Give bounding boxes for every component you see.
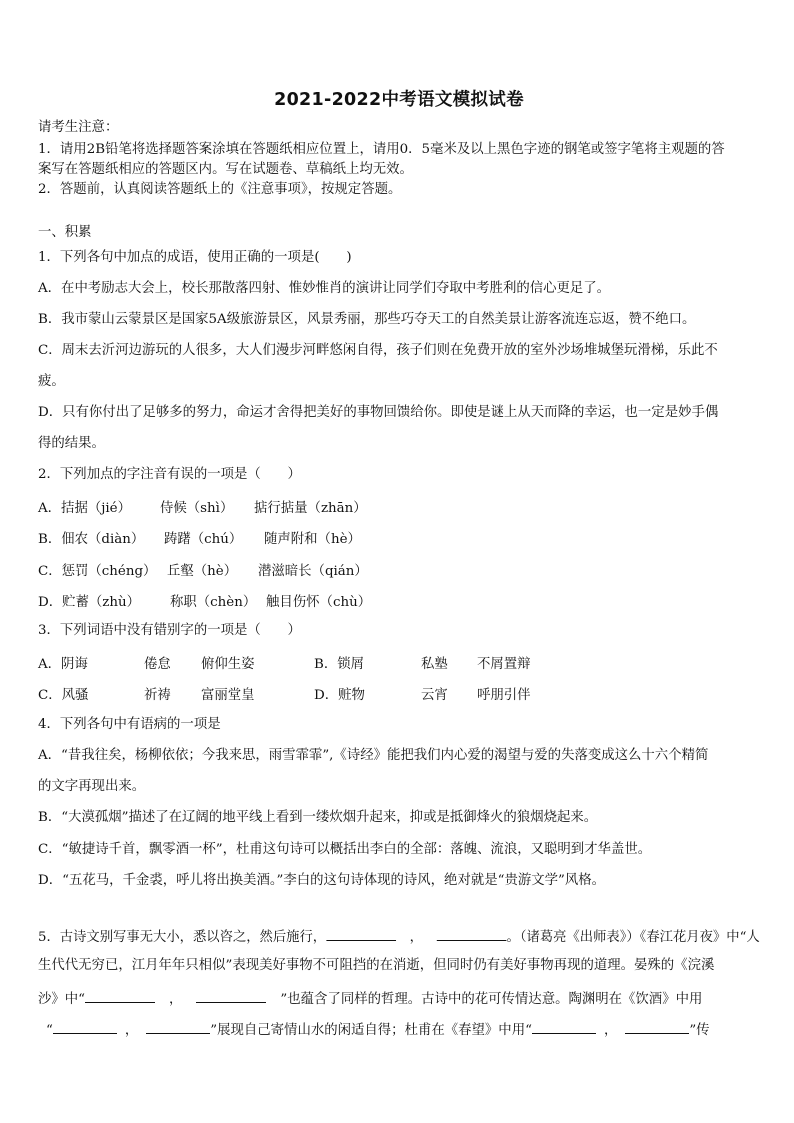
q1-option-a: A．在中考励志大会上，校长那散落四射、惟妙惟肖的演讲让同学们夺取中考胜利的信心更足了。 — [38, 281, 611, 296]
q1-option-c: C．周末去沂河边游玩的人很多，大人们漫步河畔悠闲自得，孩子们则在免费开放的室外沙场堆城堡玩滑梯，乐此不 — [38, 343, 718, 358]
q2-c-item-3: 潜滋暗长（qián） — [258, 564, 368, 579]
q2-d-item-3: 触目伤怀（chù） — [266, 595, 372, 610]
q2-b-item-3: 随声附和（hè） — [264, 532, 361, 547]
answer-blank[interactable] — [85, 988, 155, 1003]
q5-line-2: 生代代无穷已，江月年年只相似”表现美好事物不可阻挡的在消逝，但同时仍有美好事物再现的道理。晏殊的《浣溪 — [38, 958, 715, 973]
q1-option-b: B．我市蒙山云蒙景区是国家5A级旅游景区，风景秀丽，那些巧夺天工的自然美景让游客流连忘返，赞不绝口。 — [38, 312, 696, 327]
q5-line-4-sep-1: ， — [124, 1023, 139, 1038]
answer-blank[interactable] — [437, 926, 507, 941]
q3-b-item-2: 私塾 — [421, 657, 448, 672]
page-title: 2021-2022中考语文模拟试卷 — [274, 90, 524, 110]
q5-line-3-text-c: ”也蕴含了同样的哲理。古诗中的花可传情达意。陶渊明在《饮酒》中用 — [280, 992, 703, 1007]
section-heading: 一、积累 — [38, 225, 92, 240]
q3-c-item-1: C．风骚 — [38, 688, 89, 703]
q1-option-d: D．只有你付出了足够多的努力，命运才舍得把美好的事物回馈给你。即使是谜上从天而降的幸运，也一定是妙手偶 — [38, 405, 719, 420]
q1-option-d-cont: 得的结果。 — [38, 436, 105, 451]
notice-item-1: 1．请用2B铅笔将选择题答案涂填在答题纸相应位置上，请用0．5毫米及以上黑色字迹的钢笔或签字笔将主观题的答 — [38, 142, 725, 157]
q4-option-a: A．“昔我往矣，杨柳依依；今我来思，雨雪霏霏”,《诗经》能把我们内心爱的渴望与爱的失落变成这么十六个精简 — [38, 748, 709, 763]
answer-blank[interactable] — [196, 988, 266, 1003]
q3-d-item-3: 呼朋引伴 — [477, 688, 531, 703]
answer-blank[interactable] — [326, 926, 396, 941]
q2-c-item-2: 丘壑（hè） — [167, 564, 238, 579]
q5-line-1-text-c: 。（诸葛亮《出师表》）《春江花月夜》中“人 — [506, 930, 760, 945]
q5-line-4-text-e: ”传 — [689, 1023, 710, 1038]
q2-a-item-1: A．拮据（jié） — [38, 501, 131, 516]
q2-stem: 2．下列加点的字注音有误的一项是（ ） — [38, 467, 301, 482]
q5-line-1-sep: ， — [409, 930, 423, 945]
q5-line-3-text-a: 沙》中“ — [38, 992, 86, 1007]
answer-blank[interactable] — [146, 1019, 210, 1034]
q2-a-item-2: 侍候（shì） — [160, 501, 234, 516]
q5-line-4-text-c: ”展现自己寄情山水的闲适自得；杜甫在《春望》中用“ — [210, 1023, 532, 1038]
q3-a-item-2: 倦怠 — [144, 657, 171, 672]
q3-a-item-3: 俯仰生姿 — [201, 657, 255, 672]
answer-blank[interactable] — [53, 1019, 117, 1034]
q2-d-item-1: D．贮蓄（zhù） — [38, 595, 140, 610]
q2-b-item-1: B．佃农（diàn） — [38, 532, 145, 547]
q2-a-item-3: 掂行掂量（zhān） — [254, 501, 367, 516]
q3-stem: 3．下列词语中没有错别字的一项是（ ） — [38, 623, 301, 638]
q5-line-4 — [38, 1019, 710, 1040]
answer-blank[interactable] — [625, 1019, 689, 1034]
q4-stem: 4．下列各句中有语病的一项是 — [38, 717, 221, 732]
q3-b-item-1: B．锁屑 — [314, 657, 365, 672]
q5-line-1-text-a: 5．古诗文别写事无大小，悉以咨之，然后施行， — [38, 930, 327, 945]
q1-stem: 1．下列各句中加点的成语，使用正确的一项是( ) — [38, 250, 352, 265]
answer-blank[interactable] — [532, 1019, 596, 1034]
q3-c-item-3: 富丽堂皇 — [201, 688, 255, 703]
notice-heading: 请考生注意： — [38, 120, 119, 135]
q2-b-item-2: 踌躇（chú） — [164, 532, 243, 547]
q5-line-4-sep-2: ， — [603, 1023, 618, 1038]
notice-item-2: 2．答题前，认真阅读答题纸上的《注意事项》，按规定答题。 — [38, 182, 402, 197]
q5-line-3 — [38, 988, 702, 1009]
q4-option-b: B．“大漠孤烟”描述了在辽阔的地平线上看到一缕炊烟升起来，抑或是抵御烽火的狼烟烧起来。 — [38, 810, 598, 825]
q3-d-item-2: 云宵 — [421, 688, 448, 703]
q4-option-a-cont: 的文字再现出来。 — [38, 779, 146, 794]
q2-c-item-1: C．惩罚（chéng） — [38, 564, 157, 579]
q4-option-d: D．“五花马，千金裘，呼儿将出换美酒。”李白的这句诗体现的诗风，绝对就是“贵游文学”风格。 — [38, 873, 606, 888]
q5-line-3-sep: ， — [169, 992, 183, 1007]
q5-line-1 — [38, 926, 760, 947]
q1-option-c-cont: 疲。 — [38, 374, 65, 389]
notice-item-1-cont: 案写在答题纸相应的答题区内。写在试题卷、草稿纸上均无效。 — [38, 162, 413, 177]
q2-d-item-2: 称职（chèn） — [170, 595, 257, 610]
q3-a-item-1: A．阴诲 — [38, 657, 88, 672]
q3-b-item-3: 不屑置辩 — [477, 657, 531, 672]
q4-option-c: C．“敏捷诗千首，飘零酒一杯”，杜甫这句诗可以概括出李白的全部：落魄、流浪，又聪明到才华盖世。 — [38, 842, 652, 857]
q3-c-item-2: 祈祷 — [144, 688, 171, 703]
q3-d-item-1: D．赃物 — [314, 688, 365, 703]
q5-line-4-text-a: “ — [46, 1023, 53, 1038]
